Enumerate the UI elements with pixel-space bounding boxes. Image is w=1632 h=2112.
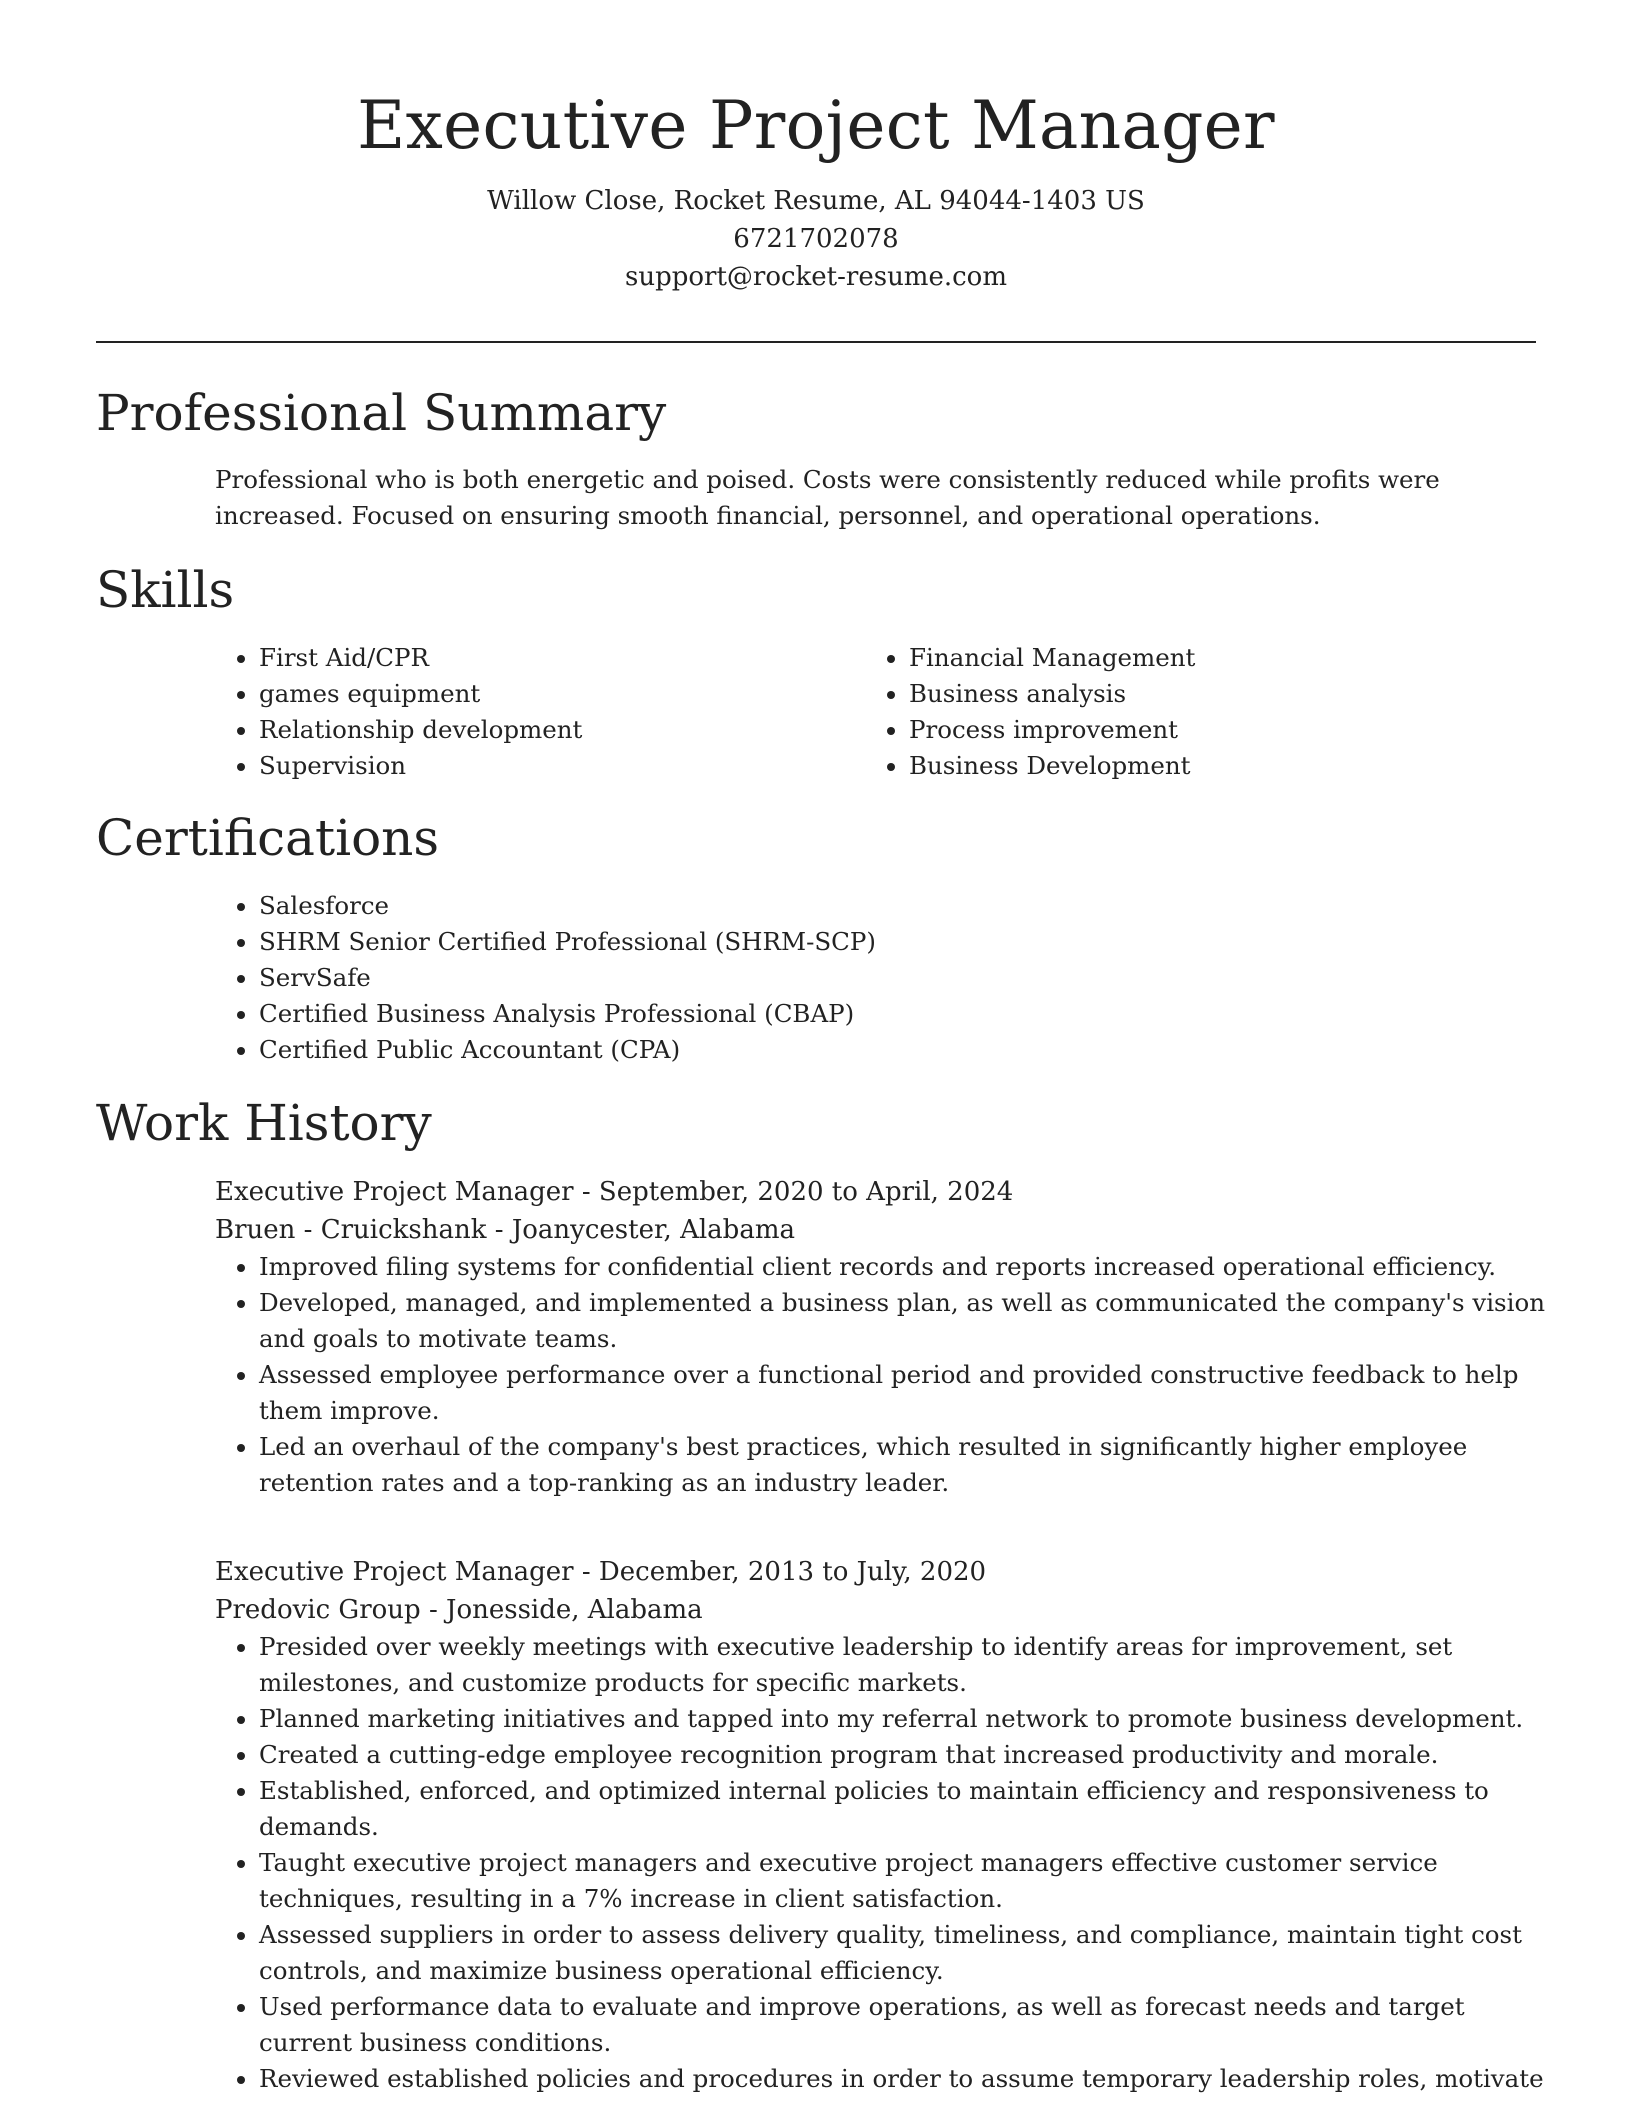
phone-text: 6721702078 xyxy=(733,224,899,254)
skills-left-list xyxy=(215,640,582,784)
job-title-line xyxy=(215,1553,1545,1591)
job-location: Jonesside, Alabama xyxy=(446,1595,703,1625)
job-location: Joanycester, Alabama xyxy=(511,1215,795,1245)
skill-item: • Supervision xyxy=(259,748,582,784)
job-company: Bruen - Cruickshank xyxy=(215,1215,487,1245)
certifications-list xyxy=(215,888,876,1068)
email-text: support@rocket-resume.com xyxy=(624,262,1007,292)
job-separator: - xyxy=(573,1177,599,1207)
job-bullet: • Assessed suppliers in order to assess delivery quality, timeliness, and compliance, maintain tight cost controls, and maximize business operational efficiency. xyxy=(259,1917,1545,1989)
certification-item: • ServSafe xyxy=(259,960,876,996)
address-text: Willow Close, Rocket Resume, AL 94044-1403 US xyxy=(487,186,1145,216)
job-bullet: • Assessed employee performance over a functional period and provided constructive feedback to help them improve. xyxy=(259,1357,1545,1429)
summary-text: Professional who is both energetic and poised. Costs were consistently reduced while profits were increased. Focused on ensuring smooth financial, personnel, and operational operations. xyxy=(215,465,1440,530)
job-separator: - xyxy=(573,1557,599,1587)
job-bullet: • Used performance data to evaluate and improve operations, as well as forecast needs and target current business conditions. xyxy=(259,1989,1545,2061)
skill-item: • Business analysis xyxy=(909,676,1195,712)
job-bullet: • Improved filing systems for confidential client records and reports increased operational efficiency. xyxy=(259,1249,1545,1285)
job-bullet: • Created a cutting-edge employee recognition program that increased productivity and morale. xyxy=(259,1737,1545,1773)
skill-item: • Process improvement xyxy=(909,712,1195,748)
job-bullet: • Developed, managed, and implemented a business plan, as well as communicated the company's vision and goals to motivate teams. xyxy=(259,1285,1545,1357)
skill-item: • Financial Management xyxy=(909,640,1195,676)
certification-item: • Certified Business Analysis Professional (CBAP) xyxy=(259,996,876,1032)
job-company-line xyxy=(215,1591,1545,1629)
job-company: Predovic Group xyxy=(215,1595,421,1625)
resume-header xyxy=(0,0,1632,296)
job-title-line xyxy=(215,1173,1545,1211)
candidate-title: Executive Project Manager xyxy=(357,87,1275,164)
job-title: Executive Project Manager xyxy=(215,1177,574,1207)
work-history-heading: Work History xyxy=(96,1094,432,1152)
skills-right-column xyxy=(865,640,1195,784)
skill-item: • First Aid/CPR xyxy=(259,640,582,676)
certification-item: • SHRM Senior Certified Professional (SHRM-SCP) xyxy=(259,924,876,960)
job-title: Executive Project Manager xyxy=(215,1557,574,1587)
job-separator: - xyxy=(420,1595,447,1625)
job-company-line xyxy=(215,1211,1545,1249)
skill-item: • Relationship development xyxy=(259,712,582,748)
job-bullet: • Established, enforced, and optimized internal policies to maintain efficiency and responsiveness to demands. xyxy=(259,1773,1545,1845)
job-entry xyxy=(215,1173,1545,1501)
job-bullets xyxy=(215,1249,1545,1501)
job-separator: - xyxy=(486,1215,512,1245)
certifications-block xyxy=(215,888,876,1068)
skill-item: • Business Development xyxy=(909,748,1195,784)
job-bullet: • Taught executive project managers and executive project managers effective customer service techniques, resulting in a 7% increase in client satisfaction. xyxy=(259,1845,1545,1917)
skills-right-list xyxy=(865,640,1195,784)
job-bullets xyxy=(215,1629,1545,2097)
certification-item: • Certified Public Accountant (CPA) xyxy=(259,1032,876,1068)
certification-item: • Salesforce xyxy=(259,888,876,924)
job-dates: December, 2013 to July, 2020 xyxy=(598,1557,987,1587)
certifications-heading: Certifications xyxy=(96,809,440,867)
job-bullet: • Presided over weekly meetings with executive leadership to identify areas for improvement, set milestones, and customize products for specific markets. xyxy=(259,1629,1545,1701)
job-bullet: • Led an overhaul of the company's best practices, which resulted in significantly higher employee retention rates and a top-ranking as an industry leader. xyxy=(259,1429,1545,1501)
job-entry xyxy=(215,1553,1545,2097)
skill-item: • games equipment xyxy=(259,676,582,712)
skills-heading: Skills xyxy=(96,561,235,619)
job-bullet: • Reviewed established policies and procedures in order to assume temporary leadership roles, motivate xyxy=(259,2061,1545,2097)
skills-left-column xyxy=(215,640,582,784)
job-dates: September, 2020 to April, 2024 xyxy=(598,1177,1014,1207)
summary-heading: Professional Summary xyxy=(96,384,667,442)
header-divider xyxy=(96,341,1536,343)
job-bullet: • Planned marketing initiatives and tapped into my referral network to promote business development. xyxy=(259,1701,1545,1737)
contact-block xyxy=(0,182,1632,296)
